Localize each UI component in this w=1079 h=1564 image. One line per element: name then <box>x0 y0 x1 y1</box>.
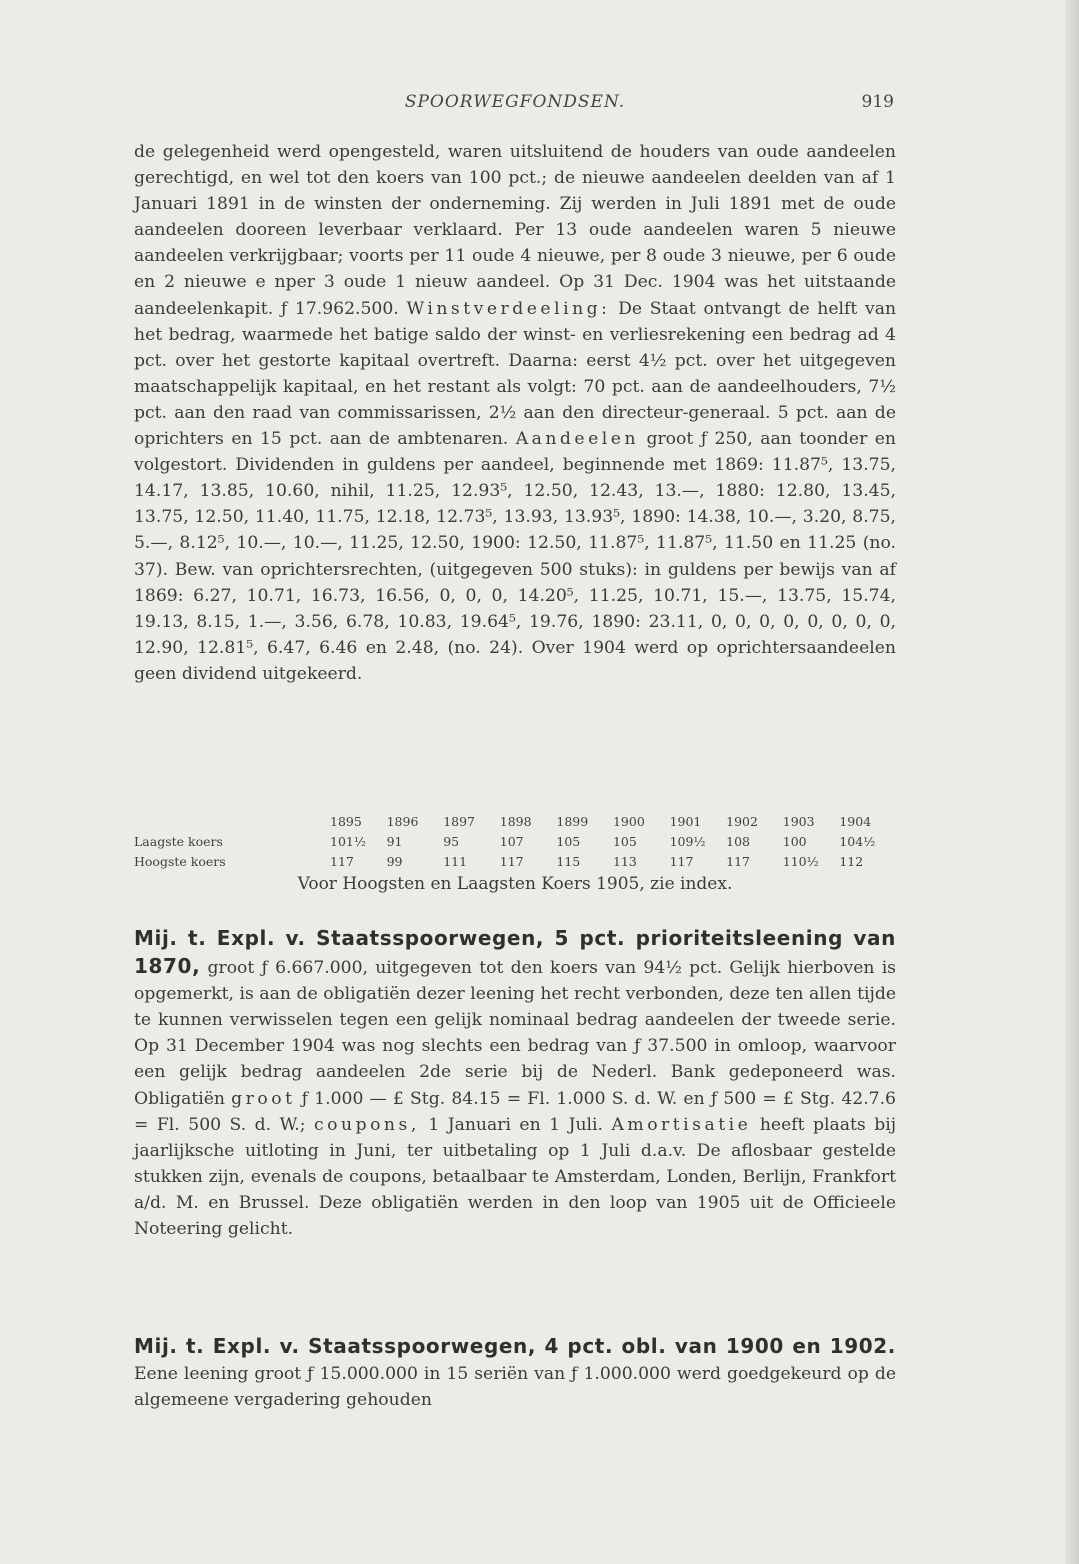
row-label: Laagste koers <box>134 834 223 849</box>
table-row <box>134 852 896 872</box>
table-cell: 112 <box>839 854 864 869</box>
entry-obligaties-1900-1902 <box>134 1333 896 1413</box>
intro-text-1: de gelegenheid werd opengesteld, waren uitsluitend de houders van oude aandeelen gerechtigd, en wel tot den koers van 100 pct.; de nieuwe aandeelen deelden van af 1 Januari 1891 in de winsten der onderneming. Zij werden in Juli 1891 met de oude aandeelen dooreen leverbaar verklaard. Per 13 oude aandeelen waren 5 nieuwe aandeelen verkrijgbaar; voorts per 11 oude 4 nieuwe, per 8 oude 3 nieuwe, per 6 oude en 2 nieuwe e nper 3 oude 1 nieuw aandeel. Op 31 Dec. 1904 was het uitstaande aandeelenkapit. ƒ 17.962.500. <box>134 142 896 319</box>
table-cell: 117 <box>726 854 751 869</box>
table-cell: 104½ <box>839 834 876 849</box>
table-cell: 108 <box>726 834 751 849</box>
table-cell: 117 <box>669 854 694 869</box>
intro-text-3: groot ƒ 250, aan toonder en volgestort. Dividenden in guldens per aandeel, beginnende met 1869: 11.87⁵, 13.75, 14.17, 13.85, 10.60, nihil, 11.25, 12.93⁵, 12.50, 12.43, 13.—, 1880: 12.80, 13.45, 13.75, 12.50, 11.40, 11.75, 12.18, 12.73⁵, 13.93, 13.93⁵, 1890: 14.38, 10.—, 3.20, 8.75, 5.—, 8.12⁵, 10.—, 10.—, 11.25, 12.50, 1900: 12.50, 11.87⁵, 11.87⁵, 11.50 en 11.25 (no. 37). Bew. van oprichtersrechten, (uitgegeven 500 stuks): in guldens per bewijs van af 1869: 6.27, 10.71, 16.73, 16.56, 0, 0, 0, 14.20⁵, 11.25, 10.71, 15.—, 13.75, 15.74, 19.13, 8.15, 1.—, 3.56, 6.78, 10.83, 19.64⁵, 19.76, 1890: 23.11, 0, 0, 0, 0, 0, 0, 0, 0, 12.90, 12.81⁵, 6.47, 6.46 en 2.48, (no. 24). Over 1904 werd op oprichtersaandeelen geen dividend uitgekeerd. <box>134 429 897 684</box>
spaced-term-groot: groot <box>231 1088 296 1109</box>
entry-heading: Mij. t. Expl. v. Staatsspoorwegen, 5 pct. prioriteitsleening van 1870, <box>134 926 896 979</box>
table-cell: 91 <box>386 834 403 849</box>
koers-year: 1902 <box>726 814 758 829</box>
running-head <box>134 92 896 118</box>
table-cell: 99 <box>386 854 403 869</box>
koers-year: 1897 <box>443 814 475 829</box>
table-cell: 113 <box>612 854 637 869</box>
koers-year: 1901 <box>669 814 702 829</box>
koers-year: 1895 <box>330 814 362 829</box>
koers-year: 1896 <box>386 814 419 829</box>
entry-text: Eene leening groot ƒ 15.000.000 in 15 seriën van ƒ 1.000.000 werd goedgekeurd op de algemeene vergadering gehouden <box>134 1364 896 1411</box>
koers-year: 1904 <box>839 814 872 829</box>
intro-paragraph <box>134 139 896 687</box>
table-cell: 100 <box>782 834 807 849</box>
table-cell: 117 <box>330 854 354 869</box>
intro-text-2: De Staat ontvangt de helft van het bedrag, waarmede het batige saldo der winst- en verliesrekening een bedrag ad 4 pct. over het gestorte kapitaal overtreft. Daarna: eerst 4½ pct. over het uitgegeven maatschappelijk kapitaal, en het restant als volgt: 70 pct. aan de aandeelhouders, 7½ pct. aan den raad van commissarissen, 2½ aan den directeur-generaal. 5 pct. aan de oprichters en 15 pct. aan de ambtenaren. <box>134 298 897 450</box>
spaced-term-amortisatie: Amortisatie <box>611 1114 752 1135</box>
table-cell: 105 <box>556 834 581 849</box>
koers-note: Voor Hoogsten en Laagsten Koers 1905, zie index. <box>297 874 733 894</box>
page-number: 919 <box>861 92 894 112</box>
table-cell: 109½ <box>669 834 706 849</box>
table-cell: 107 <box>499 834 524 849</box>
koers-years-row <box>134 812 896 832</box>
koers-table <box>134 812 896 872</box>
spaced-term-coupons: coupons, <box>314 1114 420 1135</box>
table-cell: 95 <box>443 834 460 849</box>
entry-text: 1 Januari en 1 Juli. <box>428 1114 603 1135</box>
running-head-title: SPOORWEGFONDSEN. <box>404 92 626 112</box>
table-cell: 111 <box>443 854 468 869</box>
koers-year: 1903 <box>782 814 815 829</box>
table-cell: 115 <box>556 854 581 869</box>
table-cell: 101½ <box>330 834 366 849</box>
entry-text: groot ƒ 6.667.000, uitgegeven tot den koers van 94½ pct. Gelijk hierboven is opgemerkt, is aan de obligatiën dezer leening het recht verbonden, deze ten allen tijde te kunnen verwisselen tegen een gelijk nominaal bedrag aandeelen der tweede serie. Op 31 December 1904 was nog slechts een bedrag van ƒ 37.500 in omloop, waarvoor een gelijk bedrag aandeelen 2de serie bij de Nederl. Bank gedeponeerd was. Obligatiën <box>134 958 897 1109</box>
entry-text: heeft plaats bij jaarlijksche uitloting in Juni, ter uitbetaling op 1 Juli d.a.v. De aflosbaar gestelde stukken zijn, evenals de coupons, betaalbaar te Amsterdam, Londen, Berlijn, Frankfort a/d. M. en Brussel. Deze obligatiën werden in den loop van 1905 uit de Officieele Noteering gelicht. <box>134 1114 897 1240</box>
page-edge <box>1065 0 1079 1564</box>
entry-heading: Mij. t. Expl. v. Staatsspoorwegen, 4 pct. obl. van 1900 en 1902. <box>134 1334 896 1358</box>
koers-year: 1900 <box>612 814 645 829</box>
table-cell: 117 <box>499 854 524 869</box>
table-row <box>134 832 896 852</box>
entry-prioriteitsleening-1870 <box>134 925 896 1242</box>
koers-year: 1899 <box>556 814 589 829</box>
koers-label-empty <box>134 812 330 832</box>
table-cell: 105 <box>612 834 637 849</box>
entry-text: ƒ 1.000 — £ Stg. 84.15 = Fl. 1.000 S. d. W. en ƒ 500 = £ Stg. 42.7.6 = Fl. 500 S. d. W.; <box>134 1088 896 1135</box>
koers-year: 1898 <box>499 814 532 829</box>
spaced-term-aandeelen: Aandeelen <box>515 429 640 450</box>
spaced-term-winstverdeeling: Winstverdeeling: <box>406 298 611 319</box>
row-label: Hoogste koers <box>134 854 226 869</box>
table-cell: 110½ <box>782 854 819 869</box>
